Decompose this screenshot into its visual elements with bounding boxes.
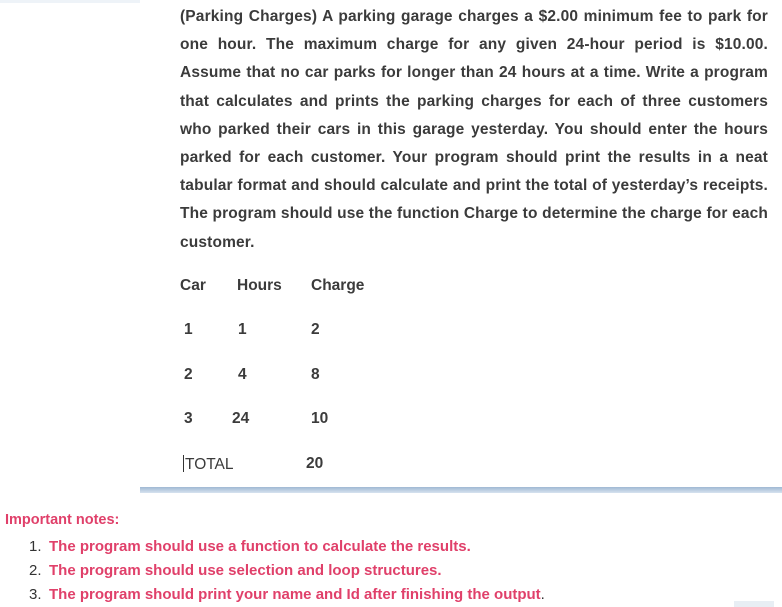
table-cell-charge: 2 bbox=[311, 321, 320, 338]
notes-title: Important notes: bbox=[5, 512, 120, 528]
section-divider bbox=[140, 487, 782, 493]
table-cell-hours: 4 bbox=[238, 366, 247, 383]
document-panel bbox=[140, 0, 782, 490]
corner-mark bbox=[734, 601, 774, 607]
notes-list bbox=[29, 535, 545, 607]
table-cell-charge: 8 bbox=[311, 366, 320, 383]
table-total-value: 20 bbox=[306, 455, 324, 472]
table-total-label bbox=[183, 455, 234, 474]
note-text: The program should print your name and Id after finishing the output bbox=[49, 586, 541, 603]
table-cell-car: 1 bbox=[184, 321, 193, 338]
list-number: 1. bbox=[29, 538, 42, 555]
list-item bbox=[29, 583, 545, 607]
list-item bbox=[29, 559, 545, 583]
table-cell-car: 2 bbox=[184, 366, 193, 383]
table-cell-car: 3 bbox=[184, 410, 193, 427]
note-tail: . bbox=[540, 586, 545, 603]
table-cell-charge: 10 bbox=[311, 410, 329, 427]
table-header-car: Car bbox=[180, 277, 206, 294]
table-header-charge: Charge bbox=[311, 277, 365, 294]
table-header-hours: Hours bbox=[237, 277, 282, 294]
total-label-text: TOTAL bbox=[185, 456, 234, 473]
list-number: 2. bbox=[29, 562, 42, 579]
table-cell-hours: 24 bbox=[232, 410, 250, 427]
table-cell-hours: 1 bbox=[238, 321, 247, 338]
list-number: 3. bbox=[29, 586, 42, 603]
note-text: The program should use a function to calculate the results. bbox=[49, 538, 471, 555]
problem-statement: (Parking Charges) A parking garage charges a $2.00 minimum fee to park for one hour. The maximum charge for any given 24-hour period is $10.00. Assume that no car parks for longer than 24 hours at a time. Write a program that calculates and prints the parking charges for each of three customers who parked their cars in this garage yesterday. You should enter the hours parked for each customer. Your program should print the results in a neat tabular format and should calculate and print the total of yesterday’s receipts. The program should use the function Charge to determine the charge for each customer. bbox=[180, 8, 768, 251]
text-cursor bbox=[183, 455, 184, 472]
list-item bbox=[29, 535, 545, 559]
note-text: The program should use selection and loop structures. bbox=[49, 562, 442, 579]
